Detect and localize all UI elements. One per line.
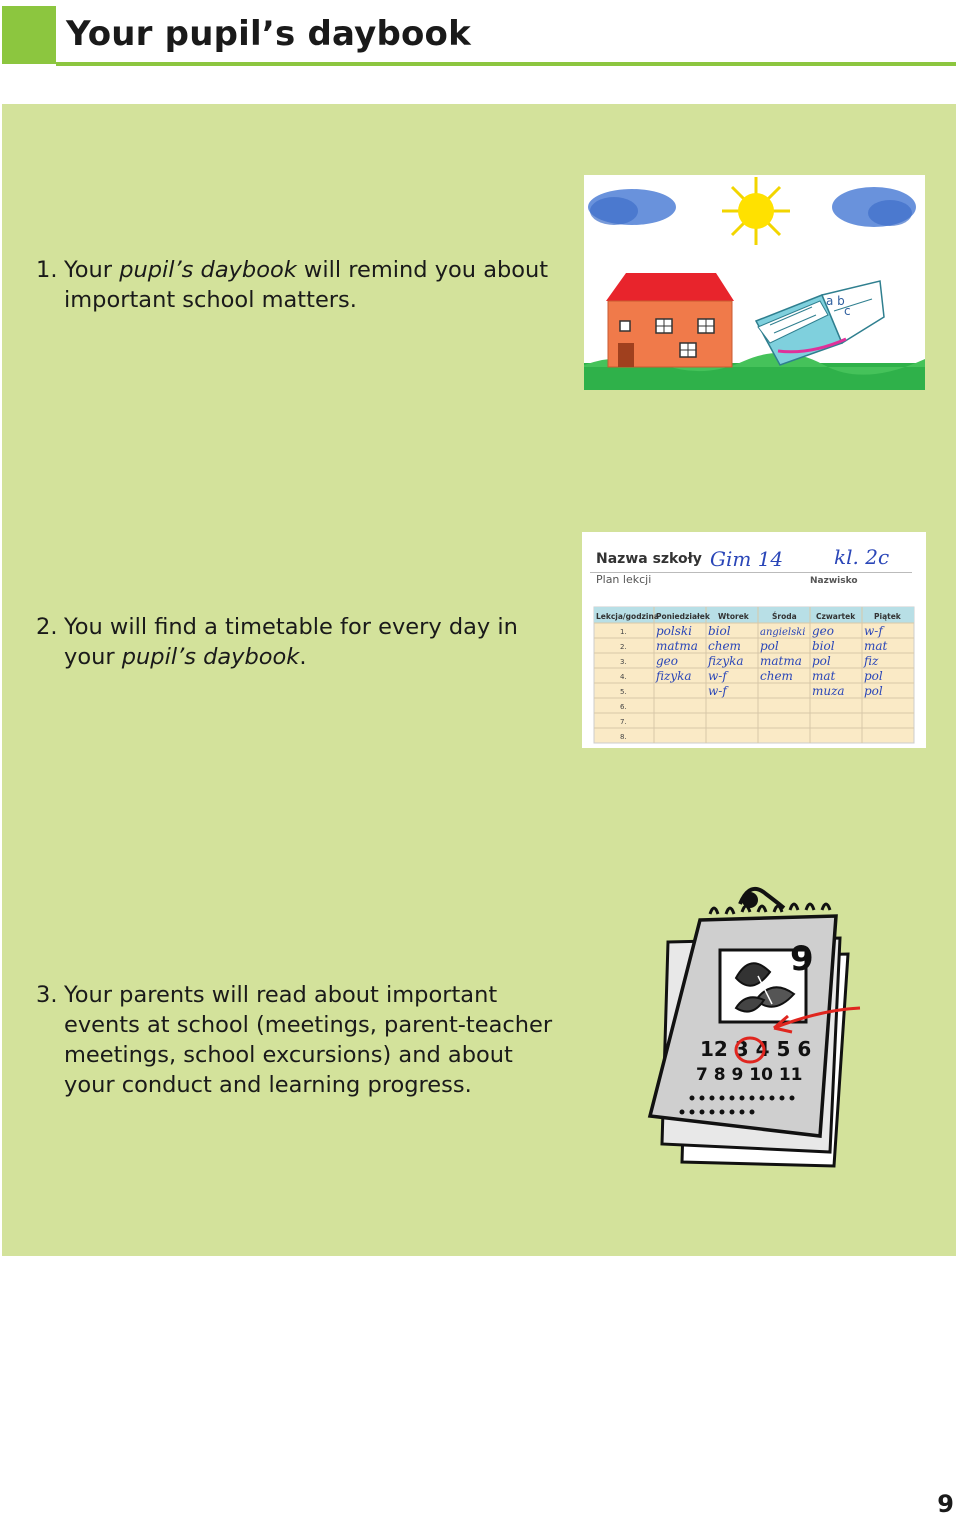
timetable-cell: chem (760, 669, 793, 683)
calendar-days-row: 7 8 9 10 11 (696, 1065, 803, 1085)
item-number: 1. (36, 257, 58, 283)
timetable-cell: mat (864, 639, 888, 653)
timetable-col-header: Czwartek (816, 612, 856, 621)
timetable-cell: mat (812, 669, 836, 683)
timetable-row-number: 7. (620, 718, 627, 726)
timetable-col-header: Piątek (874, 612, 901, 621)
timetable-cell: angielski (760, 627, 806, 638)
timetable-plan-label: Plan lekcji (596, 573, 652, 586)
list-item-1 (36, 255, 556, 315)
item-text: Your parents will read about important events at school (meetings, parent-teacher meetings, school excursions) and about your conduct and learning progress. (64, 982, 553, 1098)
svg-text:c: c (844, 304, 851, 318)
timetable-row-number: 5. (620, 688, 627, 696)
item-number: 3. (36, 982, 58, 1008)
timetable-handwritten-class: kl. 2c (834, 545, 890, 569)
item-text-part: . (299, 644, 307, 670)
timetable-row-number: 6. (620, 703, 627, 711)
timetable-cell: pol (760, 639, 779, 653)
timetable-cell: pol (864, 684, 883, 698)
item-text (64, 612, 556, 672)
timetable-cell: geo (812, 624, 835, 638)
list-item-2 (36, 612, 556, 672)
item-emphasis: pupil’s daybook (119, 257, 297, 283)
timetable-row-number: 8. (620, 733, 627, 741)
header-accent-square (2, 6, 56, 64)
timetable-row-number: 1. (620, 628, 627, 636)
timetable-col-header: Wtorek (718, 612, 749, 621)
timetable-row-number: 2. (620, 643, 627, 651)
timetable-cell: polski (656, 624, 693, 638)
timetable-cell: w-f (708, 669, 727, 683)
timetable-surname-label: Nazwisko (810, 576, 858, 586)
timetable-cell: biol (812, 639, 835, 653)
timetable-col-header: Poniedziałek (656, 612, 710, 621)
item-emphasis: pupil’s daybook (121, 644, 300, 670)
timetable-cell: matma (656, 639, 698, 653)
timetable-cell: fiz (864, 654, 879, 668)
svg-text:a b: a b (826, 294, 845, 308)
timetable-image (582, 532, 926, 748)
timetable-cell: fizyka (656, 669, 692, 683)
timetable-col-header: Środa (772, 612, 797, 621)
timetable-row-number: 3. (620, 658, 627, 666)
timetable-handwritten-school: Gim 14 (710, 547, 784, 571)
item-text-part: will remind you about important school matters. (64, 257, 549, 313)
timetable-row-number: 4. (620, 673, 627, 681)
page-title: Your pupil’s daybook (66, 14, 471, 54)
item-text-part: You will find a timetable for every day in your (64, 614, 518, 670)
timetable-cell: pol (864, 669, 883, 683)
calendar-month-number: 9 (790, 939, 814, 979)
page-number: 9 (937, 1490, 954, 1518)
timetable-cell: geo (656, 654, 679, 668)
timetable-cell: matma (760, 654, 802, 668)
timetable-cell: fizyka (708, 654, 744, 668)
school-drawing-icon (584, 175, 925, 390)
calendar-icon (640, 880, 870, 1170)
timetable-cell: biol (708, 624, 731, 638)
item-text-part: Your (64, 257, 120, 283)
timetable-cell: w-f (864, 624, 883, 638)
timetable-cell: pol (812, 654, 831, 668)
calendar-days-row: 12 3 4 5 6 (700, 1037, 812, 1061)
timetable-school-label: Nazwa szkoły (596, 551, 702, 567)
timetable-col-header: Lekcja/godzina (596, 612, 659, 621)
item-number: 2. (36, 614, 58, 640)
list-item-3 (36, 980, 556, 1100)
timetable-cell: w-f (708, 684, 727, 698)
header-rule (56, 62, 956, 66)
item-text (64, 255, 556, 315)
timetable-cell: chem (708, 639, 741, 653)
timetable-cell: muza (812, 684, 845, 698)
